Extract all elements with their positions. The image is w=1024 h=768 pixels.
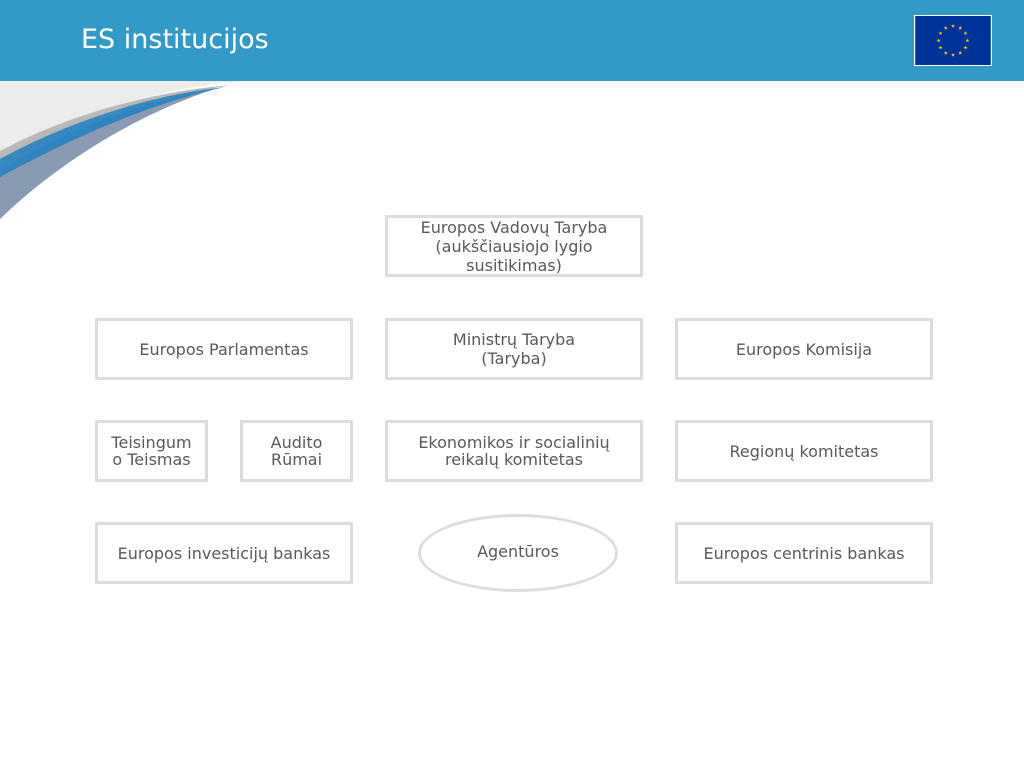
node-court-of-justice bbox=[95, 420, 208, 482]
node-committee-of-regions bbox=[675, 420, 933, 482]
node-european-commission-label: Europos Komisija bbox=[735, 339, 873, 359]
page-title: ES institucijos bbox=[81, 24, 269, 55]
node-european-parliament-label: Europos Parlamentas bbox=[139, 339, 309, 359]
node-court-of-auditors bbox=[240, 420, 353, 482]
node-european-commission bbox=[675, 318, 933, 380]
node-eib bbox=[95, 522, 353, 584]
node-ecosoc-label: Ekonomikos ir socialinių reikalų komitetas bbox=[418, 433, 610, 469]
node-court-of-auditors-label: Audito Rūmai bbox=[270, 433, 323, 469]
node-ecb bbox=[675, 522, 933, 584]
node-council bbox=[385, 318, 643, 380]
node-ecb-label: Europos centrinis bankas bbox=[703, 543, 905, 563]
node-committee-of-regions-label: Regionų komitetas bbox=[729, 441, 879, 461]
node-agencies bbox=[418, 514, 618, 592]
node-european-council bbox=[385, 215, 643, 277]
node-agencies-label: Agentūros bbox=[477, 541, 559, 561]
decorative-swoosh bbox=[0, 81, 260, 221]
node-european-parliament bbox=[95, 318, 353, 380]
node-european-council-label: Europos Vadovų Taryba (aukščiausiojo lygio susitikimas) bbox=[420, 217, 608, 275]
node-court-of-justice-label: Teisingum o Teismas bbox=[111, 433, 192, 469]
node-eib-label: Europos investicijų bankas bbox=[117, 543, 331, 563]
header-bar bbox=[0, 0, 1024, 81]
node-ecosoc bbox=[385, 420, 643, 482]
eu-flag-icon bbox=[914, 15, 992, 66]
node-council-label: Ministrų Taryba (Taryba) bbox=[452, 330, 576, 368]
